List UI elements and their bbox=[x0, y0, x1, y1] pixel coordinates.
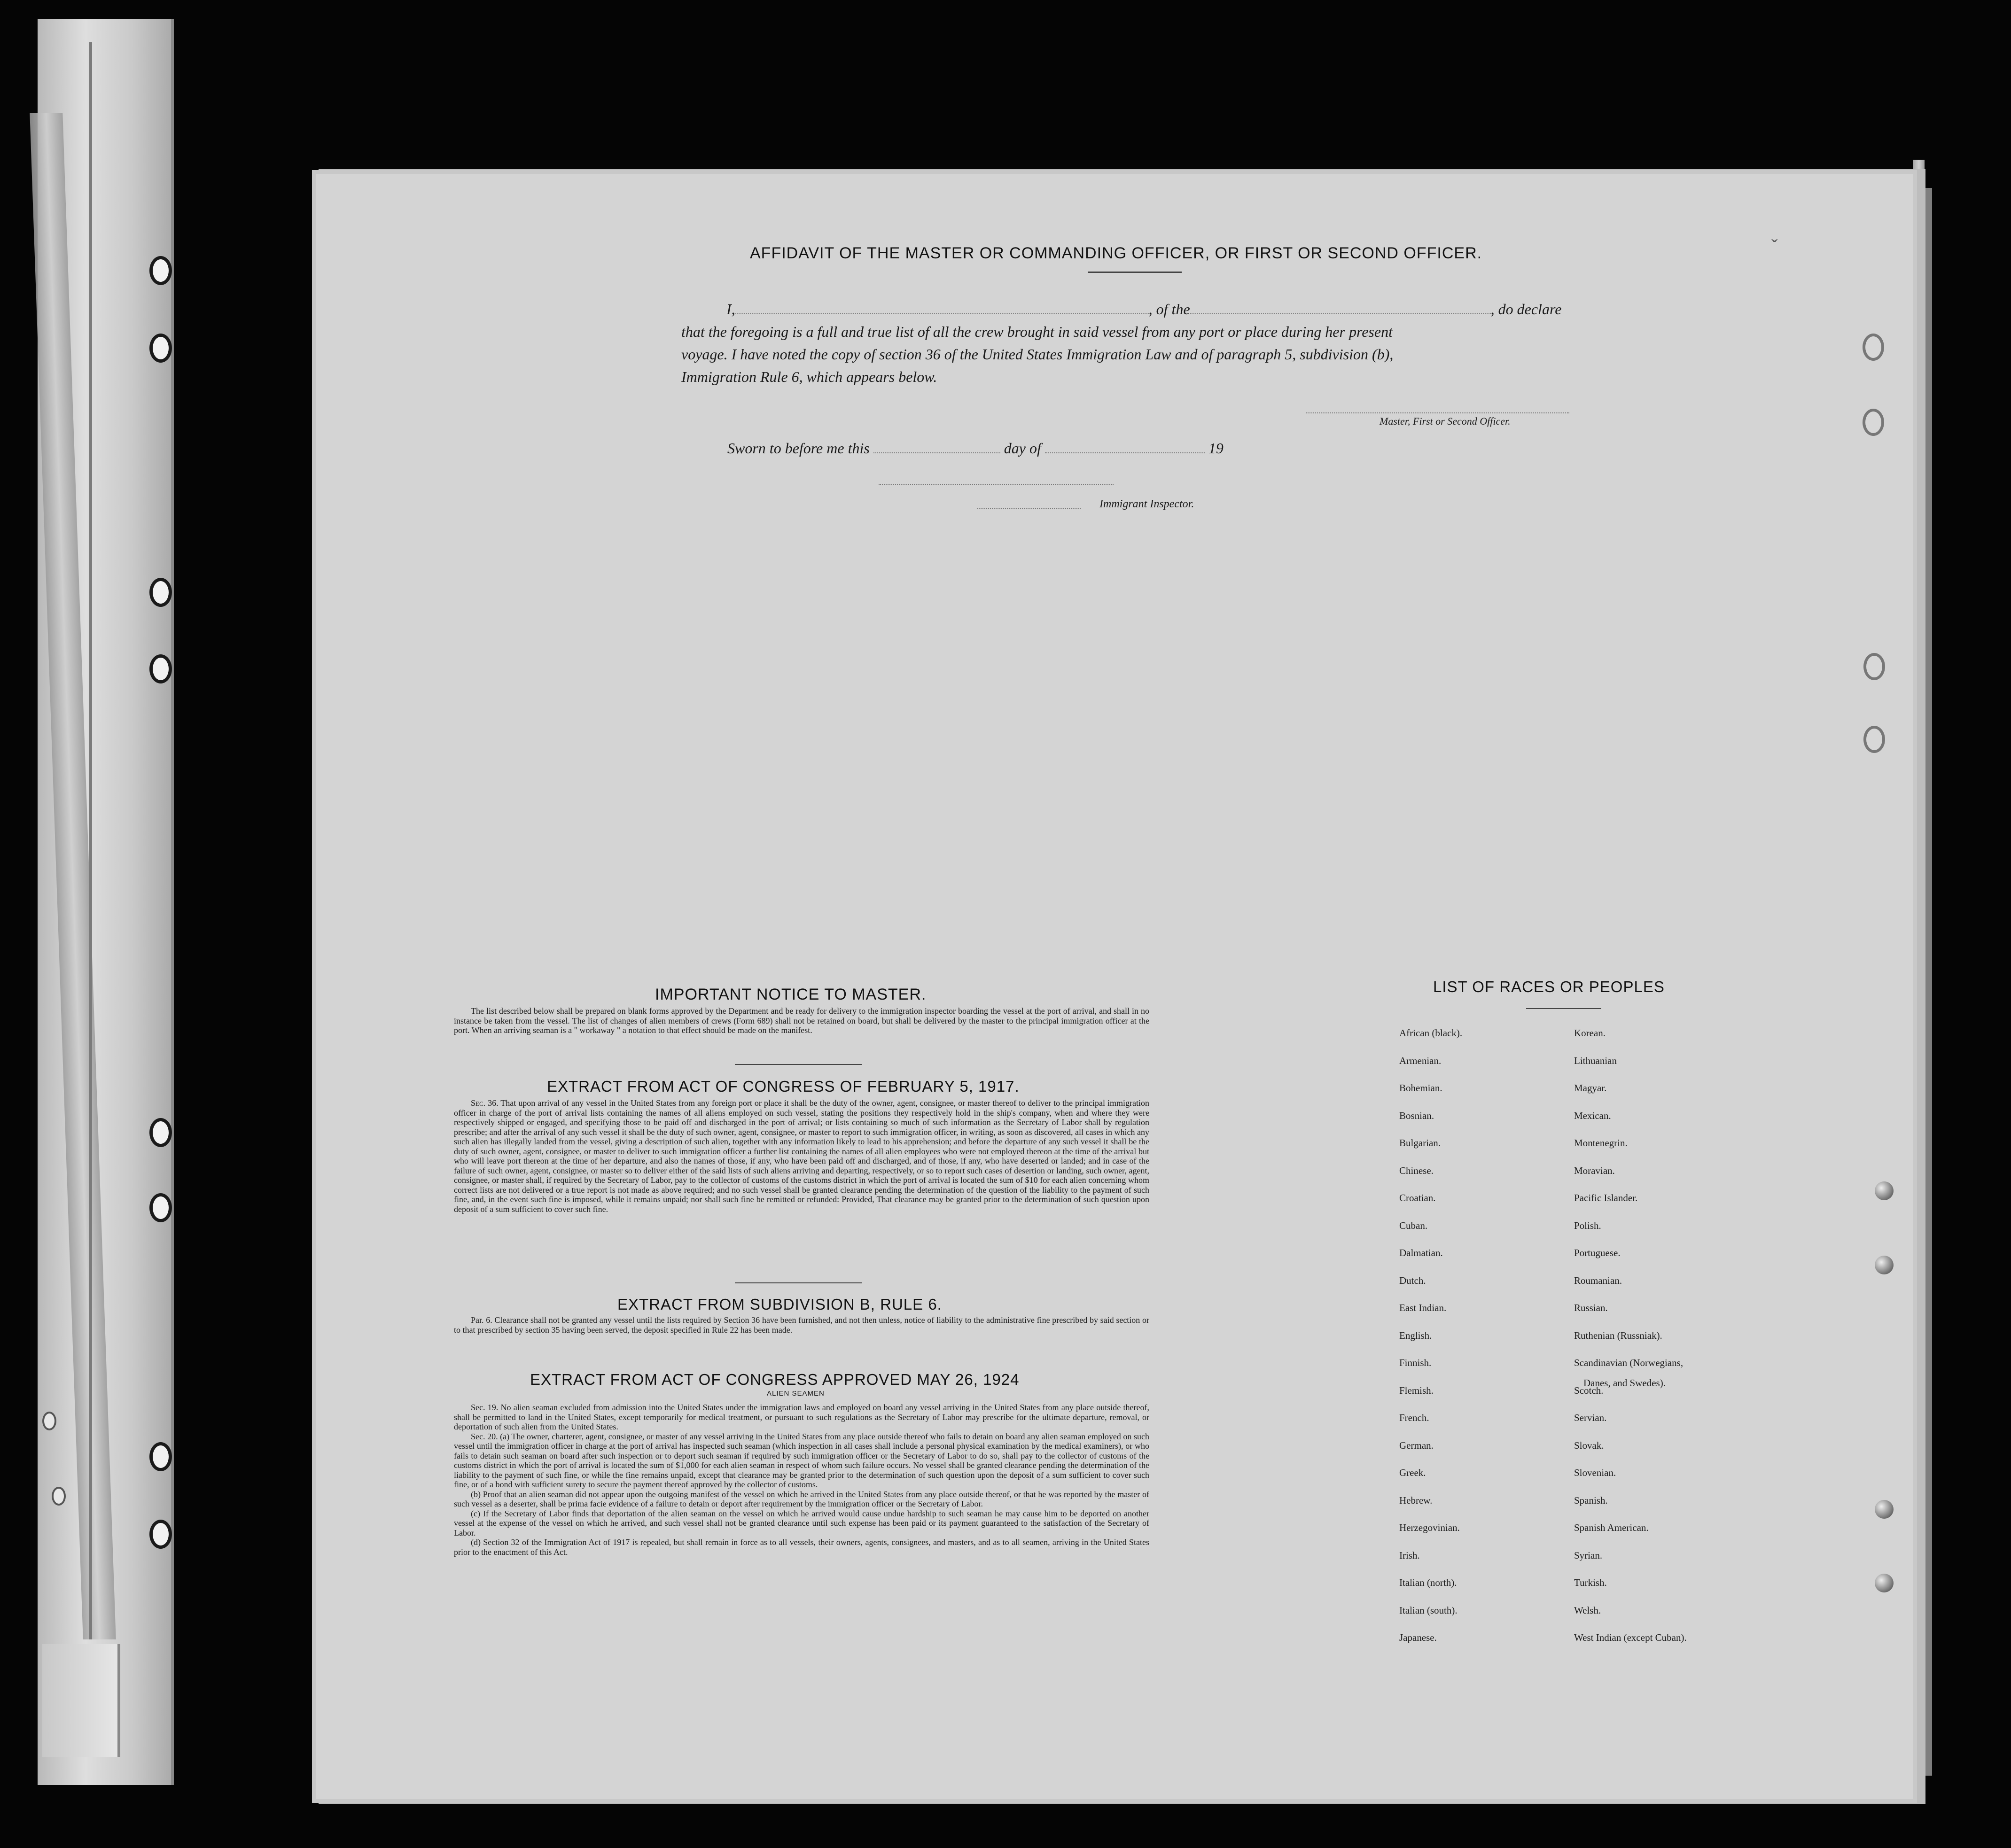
act1924-sec19: Sec. 19. No alien seaman excluded from admission into the United States under the immigration laws and employed on board any vessel arriving in the United States from any place outside thereof, shall be permitted to land in the United States, except temporarily for medical treatment, or pursuant to such regulations as the Secretary of Labor may prescribe for the ultimate departure, removal, or deportation of such alien from the United States. bbox=[454, 1403, 1149, 1431]
page-edge-shadow bbox=[1925, 188, 1932, 1776]
race-item-right: Scandinavian (Norwegians, bbox=[1574, 1357, 1684, 1368]
binder-strip-edge bbox=[89, 42, 92, 1639]
race-item-left: Bohemian. bbox=[1399, 1082, 1442, 1094]
race-item-right: Servian. bbox=[1574, 1412, 1607, 1423]
race-item-left: German. bbox=[1399, 1440, 1434, 1451]
page-punch-hole bbox=[1863, 334, 1884, 361]
master-signature-label: Master, First or Second Officer. bbox=[1380, 415, 1511, 427]
affidavit-line4: Immigration Rule 6, which appears below. bbox=[681, 368, 937, 385]
officer-name-blank bbox=[735, 302, 1149, 314]
race-item-left: Finnish. bbox=[1399, 1357, 1432, 1368]
notice-paragraph: The list described below shall be prepared on blank forms approved by the Department and be ready for delivery to the immigration inspector boarding the vessel at the port of arrival, and shall in no instance be taken from the vessel. The list of changes of alien members of crews (Form 689) shall not be retained on board, but shall be delivered by the master to the principal immigration officer at the port. When an arriving seaman is a " workaway " a notation to that effect should be made on the manifest. bbox=[454, 1006, 1149, 1035]
act1917-text bbox=[454, 1098, 1149, 1214]
race-item-left: African (black). bbox=[1399, 1027, 1463, 1039]
affidavit-title: AFFIDAVIT OF THE MASTER OR COMMANDING OFFICER, OR FIRST OR SECOND OFFICER. bbox=[750, 244, 1482, 262]
race-item-left: Croatian. bbox=[1399, 1192, 1436, 1204]
binder-hole-small bbox=[52, 1487, 66, 1506]
race-item-right: Polish. bbox=[1574, 1220, 1601, 1231]
race-item-left: Italian (south). bbox=[1399, 1605, 1458, 1616]
act1924-text bbox=[454, 1403, 1149, 1557]
day-of-label: day of bbox=[1004, 440, 1041, 457]
affidavit-declare: , do declare bbox=[1490, 301, 1562, 318]
binder-hole bbox=[149, 1520, 172, 1549]
sworn-month-blank bbox=[1045, 441, 1205, 453]
binder-hole bbox=[149, 334, 172, 363]
race-item-left: Irish. bbox=[1399, 1550, 1420, 1561]
rule6-text bbox=[454, 1315, 1149, 1335]
race-item-left: Bosnian. bbox=[1399, 1110, 1434, 1121]
binder-hole bbox=[149, 1442, 172, 1471]
affidavit-line3: voyage. I have noted the copy of section 36 of the United States Immigration Law and of paragraph 5, subdivision (b), bbox=[681, 346, 1394, 363]
master-signature-line bbox=[1306, 412, 1569, 413]
race-item-left: East Indian. bbox=[1399, 1302, 1447, 1313]
race-item-left: Dutch. bbox=[1399, 1275, 1426, 1286]
race-item-right: Syrian. bbox=[1574, 1550, 1603, 1561]
race-item-left: Italian (north). bbox=[1399, 1577, 1457, 1588]
affidavit-of-the: , of the bbox=[1148, 301, 1190, 318]
binder-hole bbox=[149, 578, 172, 607]
races-title: LIST OF RACES OR PEOPLES bbox=[1433, 978, 1665, 995]
race-item-right: Ruthenian (Russniak). bbox=[1574, 1330, 1662, 1341]
page-punch-hole bbox=[1863, 653, 1885, 680]
binder-hole bbox=[149, 1193, 172, 1222]
race-item-left: Cuban. bbox=[1399, 1220, 1428, 1231]
race-item-right: Magyar. bbox=[1574, 1082, 1607, 1094]
binder-hole-small bbox=[42, 1412, 56, 1430]
race-item-right: Slovenian. bbox=[1574, 1467, 1616, 1478]
act1924-title: EXTRACT FROM ACT OF CONGRESS APPROVED MAY 26, 1924 bbox=[530, 1371, 1020, 1388]
sworn-day-blank bbox=[873, 441, 1000, 453]
race-item-left: Greek. bbox=[1399, 1467, 1426, 1478]
sworn-line bbox=[727, 440, 1224, 457]
rivet bbox=[1875, 1500, 1894, 1519]
race-item-left: English. bbox=[1399, 1330, 1432, 1341]
race-item-right: Spanish. bbox=[1574, 1495, 1608, 1506]
act1917-body: That upon arrival of any vessel in the United States from any foreign port or place it shall be the duty of the owner, agent, consignee, or master thereof to deliver to the principal immigration officer in charge of the port of arrival lists containing the names of all aliens employed on such vessel, stating the positions they respectively hold in the ship's company, when and where they were respectively shipped or engaged, and specifying those to be paid off and discharged in the port of arrival; or lists containing so much of such information as the Secretary of Labor shall by regulation prescribe; and after the arrival of any such vessel it shall be the duty of such owner, agent, consignee, or master to report to such immigration officer, in writing, as soon as discovered, all cases in which any such alien has illegally landed from the vessel, giving a description of such alien, together with any information likely to lead to his apprehension; and before the departure of any such vessel it shall be the duty of such owner, agent, consignee, or master to deliver to such immigration officer a further list containing the names of all alien employees who were not employed thereon at the time of the arrival but who will leave port thereon at the time of her departure, and also the names of those, if any, who have been paid off and discharged, and of those, if any, who have deserted or landed; and in case of the failure of such owner, agent, consignee, or master so to deliver either of the said lists of such aliens arriving and departing, respectively, or so to report such cases of desertion or landing, such owner, agent, consignee, or master shall, if required by the Secretary of Labor, pay to the collector of customs of the customs district in which the port of arrival is located the sum of $10 for each alien concerning whom correct lists are not delivered or a true report is not made as above required; and no such vessel shall be granted clearance pending the determination of the question of the liability to the payment of such fine, and, in the event such fine is imposed, while it remains unpaid; nor shall such fine be remitted or refunded: Provided, That clearance may be granted prior to the determination of such question upon deposit of a sum sufficient to cover such fine. bbox=[454, 1098, 1149, 1214]
race-item-right: Lithuanian bbox=[1574, 1055, 1617, 1066]
pencil-mark: ˇ bbox=[1771, 235, 1778, 256]
act1917-title: EXTRACT FROM ACT OF CONGRESS OF FEBRUARY 5, 1917. bbox=[547, 1078, 1020, 1095]
notice-title: IMPORTANT NOTICE TO MASTER. bbox=[655, 986, 927, 1003]
race-item-right: Portuguese. bbox=[1574, 1247, 1621, 1258]
race-item-left: Herzegovinian. bbox=[1399, 1522, 1460, 1533]
inspector-signature-line-2 bbox=[977, 508, 1081, 509]
race-item-left: Armenian. bbox=[1399, 1055, 1442, 1066]
divider bbox=[1088, 272, 1182, 273]
race-item-right: Roumanian. bbox=[1574, 1275, 1622, 1286]
inspector-signature-line bbox=[879, 484, 1114, 485]
rivet bbox=[1875, 1574, 1894, 1592]
race-item-right: Turkish. bbox=[1574, 1577, 1607, 1588]
race-item-left: Hebrew. bbox=[1399, 1495, 1433, 1506]
affidavit-line1 bbox=[726, 301, 1561, 318]
year-label: 19 bbox=[1208, 440, 1224, 457]
vessel-name-blank bbox=[1190, 302, 1491, 314]
race-right-continuation: Danes, and Swedes). bbox=[1583, 1377, 1666, 1389]
act1917-sec: Sec. 36. bbox=[471, 1098, 499, 1108]
race-item-left: Japanese. bbox=[1399, 1632, 1437, 1643]
binder-strip-stub bbox=[42, 1644, 120, 1757]
race-item-right: Russian. bbox=[1574, 1302, 1608, 1313]
affidavit-line2: that the foregoing is a full and true list of all the crew brought in said vessel from any port or place during her present bbox=[681, 323, 1393, 340]
act1917-paragraph bbox=[454, 1098, 1149, 1214]
sworn-label: Sworn to before me this bbox=[727, 440, 870, 457]
race-item-right: Spanish American. bbox=[1574, 1522, 1649, 1533]
race-item-right: Pacific Islander. bbox=[1574, 1192, 1638, 1204]
rivet bbox=[1875, 1181, 1894, 1200]
page-edge bbox=[1913, 160, 1925, 1790]
divider bbox=[735, 1282, 862, 1283]
race-item-right: Welsh. bbox=[1574, 1605, 1601, 1616]
race-item-right: West Indian (except Cuban). bbox=[1574, 1632, 1687, 1643]
race-item-right: Moravian. bbox=[1574, 1165, 1615, 1176]
act1924-subtitle: ALIEN SEAMEN bbox=[767, 1390, 825, 1398]
race-item-left: Flemish. bbox=[1399, 1385, 1434, 1396]
act1924-sec20d: (d) Section 32 of the Immigration Act of 1917 is repealed, but shall remain in force as to all vessels, their owners, agents, consignees, and masters, and as to all seamen, arriving in the United States prior to the enactment of this Act. bbox=[454, 1537, 1149, 1557]
inspector-label: Immigrant Inspector. bbox=[1099, 498, 1194, 510]
binder-hole bbox=[149, 1118, 172, 1147]
binder-hole bbox=[149, 654, 172, 683]
rivet bbox=[1875, 1256, 1894, 1274]
race-item-right: Slovak. bbox=[1574, 1440, 1604, 1451]
race-item-right: Scotch. bbox=[1574, 1385, 1604, 1396]
race-item-left: Bulgarian. bbox=[1399, 1137, 1441, 1149]
act1924-sec20c: (c) If the Secretary of Labor finds that deportation of the alien seaman on the vessel on which he arrived would cause undue hardship to such seaman he may cause him to be deported on another vessel at the expense of the vessel on which he arrived, and such vessel shall not be granted clearance until such expense has been paid or its payment guaranteed to the satisfaction of the Secretary of Labor. bbox=[454, 1508, 1149, 1537]
race-item-right: Korean. bbox=[1574, 1027, 1606, 1039]
divider bbox=[1526, 1008, 1601, 1009]
race-item-left: Dalmatian. bbox=[1399, 1247, 1443, 1258]
page-punch-hole bbox=[1863, 726, 1885, 753]
notice-text bbox=[454, 1006, 1149, 1035]
rule6-title: EXTRACT FROM SUBDIVISION B, RULE 6. bbox=[617, 1296, 942, 1313]
rule6-paragraph: Par. 6. Clearance shall not be granted any vessel until the lists required by Section 36 have been furnished, and not then unless, notice of liability to the administrative fine prescribed by said section or to that prescribed by section 35 having been served, the deposit specified in Rule 22 has been made. bbox=[454, 1315, 1149, 1335]
page-punch-hole bbox=[1863, 409, 1884, 436]
binder-hole bbox=[149, 256, 172, 285]
race-item-left: French. bbox=[1399, 1412, 1429, 1423]
divider bbox=[735, 1064, 862, 1065]
race-item-right: Mexican. bbox=[1574, 1110, 1611, 1121]
act1924-sec20b: (b) Proof that an alien seaman did not appear upon the outgoing manifest of the vessel on which he arrived in the United States from any place outside thereof, or that he was reported by the master of such vessel as a deserter, shall be prima facie evidence of a failure to detain or deport after requirement by the immigration officer or the Secretary of Labor. bbox=[454, 1489, 1149, 1508]
race-item-left: Chinese. bbox=[1399, 1165, 1434, 1176]
race-item-right: Montenegrin. bbox=[1574, 1137, 1628, 1149]
act1924-sec20a: Sec. 20. (a) The owner, charterer, agent, consignee, or master of any vessel arriving in the United States from any place outside thereof who fails to detain on board any alien seaman employed on such vessel until the immigration officer in charge at the port of arrival has inspected such seaman (which inspection in all cases shall include a personal physical examination by the medical examiners), or who fails to detain such seaman on board after such inspection or to deport such seaman if required by such immigration officer or the Secretary of Labor to do so, shall pay to the collector of customs of the customs district in which the port of arrival is located the sum of $1,000 for each alien seaman in respect of whom such failure occurs. No vessel shall be granted clearance pending the determination of the liability to the payment of such fine, or while the fine remains unpaid, except that clearance may be granted prior to the determination of such question upon the deposit of a sum sufficient to cover such fine, or of a bond with sufficient surety to secure the payment thereof approved by the collector of customs. bbox=[454, 1431, 1149, 1489]
affidavit-i: I, bbox=[726, 301, 735, 318]
